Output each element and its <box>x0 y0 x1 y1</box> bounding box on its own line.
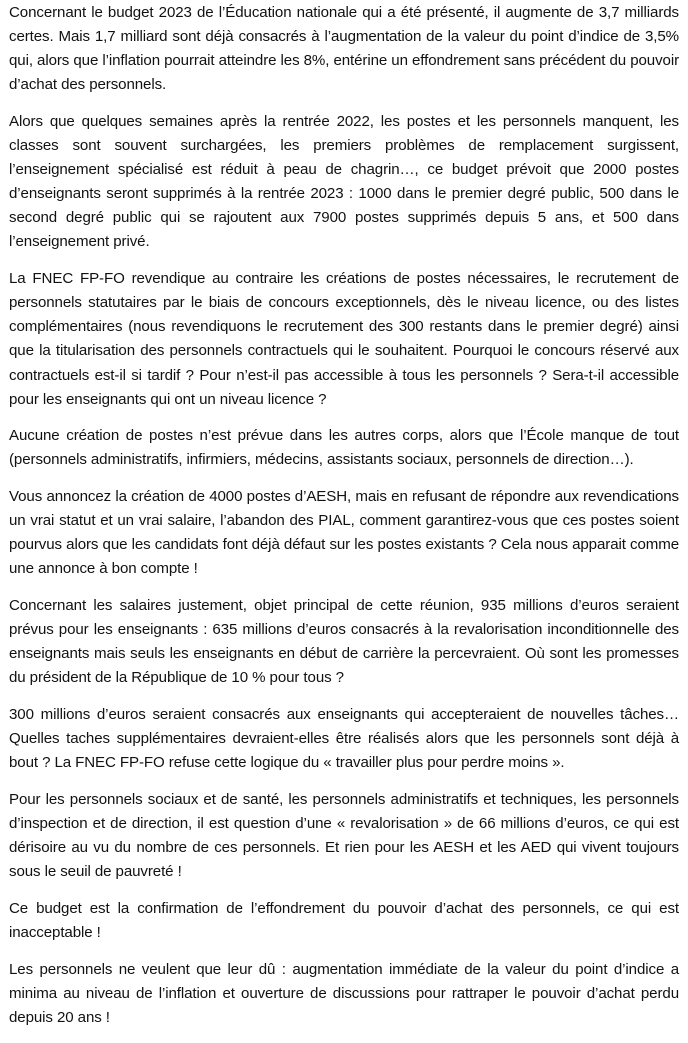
document-body <box>9 1 679 1043</box>
paragraph-revendications-fnec: La FNEC FP-FO revendique au contraire les créations de postes nécessaires, le recrutement de personnels statutaires par le biais de concours exceptionnels, dès le niveau licence, ou des listes complémentaires (nous revendiquons le recrutement des 300 restants dans le premier degré) ainsi que la titularisation des personnels contractuels qui le souhaitent. Pourquoi le concours réservé aux contractuels est-il si tardif ? Pour n’est-il pas accessible à tous les personnels ? Sera-t-il accessible pour les enseignants qui ont un niveau licence ? <box>9 270 679 408</box>
paragraph-confirmation: Ce budget est la confirmation de l’effondrement du pouvoir d’achat des personnels, ce qui est inacceptable ! <box>9 899 679 941</box>
paragraph-autres-corps: Aucune création de postes n’est prévue dans les autres corps, alors que l’École manque de tout (personnels administratifs, infirmiers, médecins, assistants sociaux, personnels de direction…). <box>9 427 679 469</box>
paragraph-suppressions-postes: Alors que quelques semaines après la rentrée 2022, les postes et les personnels manquent, les classes sont souvent surchargées, les premiers problèmes de remplacement surgissent, l’enseignement spécialisé est réduit à peau de chagrin…, ce budget prévoit que 2000 postes d’enseignants seront supprimés à la rentrée 2023 : 1000 dans le premier degré public, 500 dans le second degré public qui se rajoutent aux 7900 postes supprimés depuis 5 ans, et 500 dans l’enseignement privé. <box>9 112 679 251</box>
paragraph-aesh: Vous annoncez la création de 4000 postes d’AESH, mais en refusant de répondre aux revendications un vrai statut et un vrai salaire, l’abandon des PIAL, comment garantirez-vous que ces postes soient pourvus alors que les candidats font déjà défaut sur les postes existants ? Cela nous apparait comme une annonce à bon compte ! <box>9 488 679 578</box>
paragraph-budget-2023: Concernant le budget 2023 de l’Éducation nationale qui a été présenté, il augmente de 3,7 milliards certes. Mais 1,7 milliard sont déjà consacrés à l’augmentation de la valeur du point d’indice de 3,5% qui, alors que l’inflation pourrait atteindre les 8%, entérine un effondrement sans précédent du pouvoir d’achat des personnels. <box>9 4 679 94</box>
paragraph-conclusion: Les personnels ne veulent que leur dû : augmentation immédiate de la valeur du point d’indice a minima au niveau de l’inflation et ouverture de discussions pour rattraper le pouvoir d’achat perdu depuis 20 ans ! <box>9 960 679 1026</box>
paragraph-nouvelles-taches: 300 millions d’euros seraient consacrés aux enseignants qui accepteraient de nouvelles tâches… Quelles taches supplémentaires devraient-elles être réalisés alors que les personnels sont déjà à bout ? La FNEC FP-FO refuse cette logique du « travailler plus pour perdre moins ». <box>9 706 679 772</box>
paragraph-personnels-sociaux: Pour les personnels sociaux et de santé, les personnels administratifs et techniques, les personnels d’inspection et de direction, il est question d’une « revalorisation » de 66 millions d’euros, ce qui est dérisoire au vu du nombre de ces personnels. Et rien pour les AESH et les AED qui vivent toujours sous le seuil de pauvreté ! <box>9 790 679 881</box>
paragraph-salaires: Concernant les salaires justement, objet principal de cette réunion, 935 millions d’euros seraient prévus pour les enseignants : 635 millions d’euros consacrés à la revalorisation inconditionnelle des enseignants mais seuls les enseignants en début de carrière la percevraient. Où sont les promesses du président de la République de 10 % pour tous ? <box>9 597 679 687</box>
